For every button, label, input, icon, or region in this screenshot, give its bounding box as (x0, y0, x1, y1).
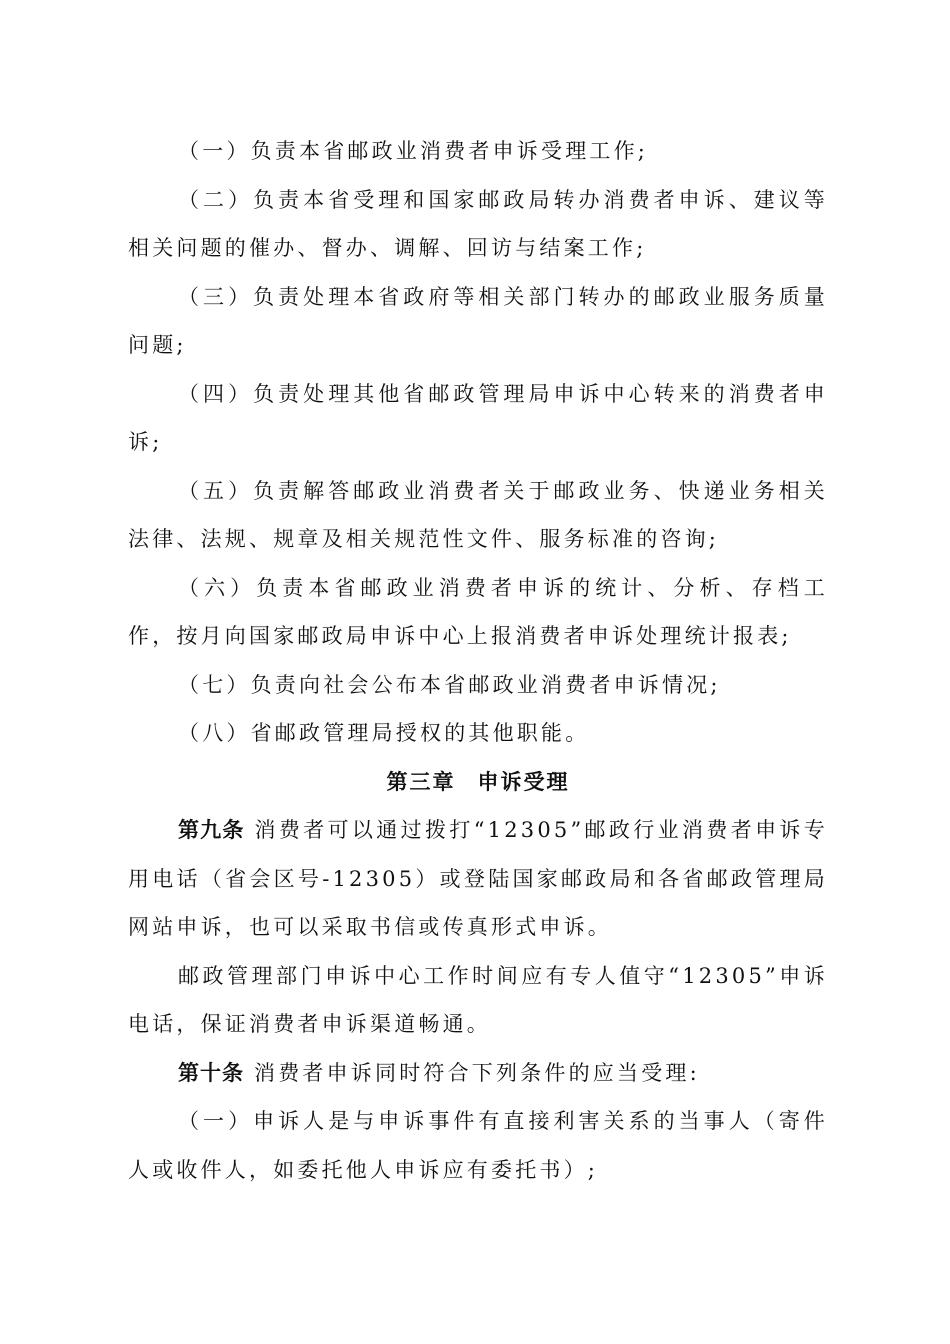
duty-item-1: （一）负责本省邮政业消费者申诉受理工作; (178, 139, 649, 163)
duty-item-6: （六）负责本省邮政业消费者申诉的统计、分析、存档工作，按月向国家邮政局申诉中心上报消费者申诉处理统计报表; (128, 575, 828, 648)
article-10-text: 消费者申诉同时符合下列条件的应当受理: (254, 1060, 700, 1085)
duty-item-5: （五）负责解答邮政业消费者关于邮政业务、快递业务相关法律、法规、规章及相关规范性文件、服务标准的咨询; (128, 478, 828, 551)
article-9-label: 第九条 (178, 818, 245, 842)
duty-item-3: （三）负责处理本省政府等相关部门转办的邮政业服务质量问题; (128, 284, 828, 357)
article-9 (128, 806, 828, 952)
article-10-item-1: （一）申诉人是与申诉事件有直接利害关系的当事人（寄件人或收件人，如委托他人申诉应有委托书）; (128, 1109, 828, 1182)
duty-item-7: （七）负责向社会公布本省邮政业消费者申诉情况; (178, 672, 721, 697)
duty-item-8: （八）省邮政管理局授权的其他职能。 (178, 721, 590, 745)
chapter-heading (128, 758, 828, 807)
duty-item-4: （四）负责处理其他省邮政管理局申诉中心转来的消费者申诉; (128, 381, 828, 454)
article-9-paragraph-2: 邮政管理部门申诉中心工作时间应有专人值守“12305”申诉电话，保证消费者申诉渠道畅通。 (128, 963, 828, 1036)
article-10-label: 第十条 (178, 1060, 244, 1085)
chapter-title: 申诉受理 (477, 769, 570, 794)
duty-item-2: （二）负责本省受理和国家邮政局转办消费者申诉、建议等相关问题的催办、督办、调解、回访与结案工作; (128, 187, 828, 260)
article-10 (128, 1049, 828, 1098)
chapter-number: 第三章 (386, 769, 456, 794)
document-page (128, 127, 828, 1194)
article-9-text: 消费者可以通过拨打“12305”邮政行业消费者申诉专用电话（省会区号-12305）或登陆国家邮政局和各省邮政管理局网站申诉，也可以采取书信或传真形式申诉。 (128, 818, 828, 939)
